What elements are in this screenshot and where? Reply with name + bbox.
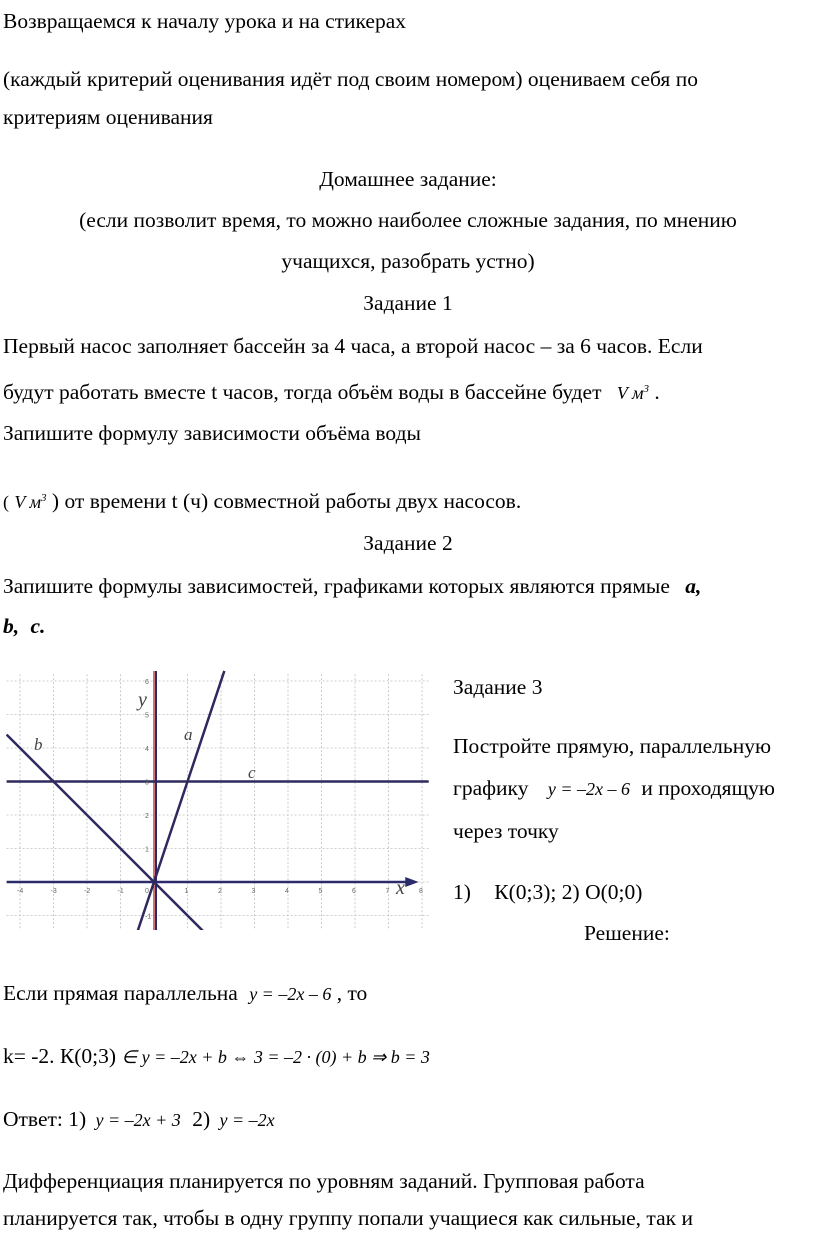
label-a: a, [685,574,702,598]
solution-heading: Решение: [584,921,670,945]
origin-label: 0 [145,888,149,895]
line-c-label: c [248,763,256,782]
task2-line-1 [3,573,701,599]
final-line-2: планируется так, чтобы в одну группу попали учащиеся как сильные, так и [3,1206,693,1230]
task3-item-text: К(0;3); 2) О(0;0) [494,880,643,904]
coordinate-graph [6,668,436,930]
y-tick-label: 2 [145,813,149,820]
task1-line-1: Первый насос заполняет бассейн за 4 часа, а второй насос – за 6 часов. Если [3,334,703,358]
intro-line-2: (каждый критерий оценивания идёт под своим номером) оцениваем себя по [3,67,698,91]
line-b-label: b [34,735,43,754]
solution-formula-2: ∈ y = –2x + b ⇔ 3 = –2 · (0) + b ⇒ b = 3 [121,1047,430,1067]
task3-item-num: 1) [453,880,471,904]
line-a-label: a [184,725,193,744]
task2-line-1-text: Запишите формулы зависимостей, графиками которых являются прямые [3,574,670,598]
task1-line-2-text: будут работать вместе t часов, тогда объём воды в бассейне будет [3,380,602,404]
intro-line-3: критериям оценивания [3,105,213,129]
answer-formula-2: y = –2x [219,1110,275,1130]
x-tick-label: 8 [419,888,423,895]
x-tick-label: -3 [50,888,57,895]
x-axis-arrow [405,877,418,887]
task1-line-3: Запишите формулу зависимости объёма воды [3,421,421,445]
solution-line-2 [3,1043,430,1070]
task3-item [453,879,642,905]
volume-formula-2: V $м^3$ [14,492,47,512]
intro-line-1: Возвращаемся к началу урока и на стикерах [3,9,407,33]
paren-open: ( [3,492,9,512]
task1-line-4-text: ) от времени t (ч) совместной работы двух насосов. [51,489,522,513]
homework-title: Домашнее задание: [319,167,497,191]
x-axis-label: x [396,877,405,899]
task3-line-2 [453,775,775,802]
task3-line-2-post: и проходящую [641,776,775,800]
y-tick-label: -1 [145,913,152,921]
task3-line-2-pre: графику [453,776,529,800]
task1-line-2 [3,376,660,406]
answer-mid: 2) [192,1107,211,1131]
volume-formula: V $м^3$ [616,383,650,403]
tick-labels [17,679,423,921]
final-line-1: Дифференциация планируется по уровням заданий. Групповая работа [3,1169,645,1193]
y-tick-label: 4 [145,746,149,753]
task2-title: Задание 2 [363,531,453,555]
label-c: c. [30,614,46,638]
x-tick-label: -2 [84,888,91,895]
answer-pre: Ответ: 1) [3,1107,87,1131]
x-tick-label: 4 [285,888,289,895]
task3-line-3: через точку [453,819,559,843]
x-tick-label: 3 [251,888,256,895]
homework-note-1: (если позволит время, то можно наиболее сложные задания, по мнению [79,208,737,232]
answer-formula-1: y = –2x + 3 [95,1110,181,1130]
homework-note-2: учащихся, разобрать устно) [281,249,535,273]
x-tick-label: 6 [352,888,356,895]
task1-title: Задание 1 [363,291,453,315]
task2-line-2 [3,613,45,639]
solution-formula-1: y = –2x – 6 [249,984,332,1004]
task3-line-1: Постройте прямую, параллельную [453,734,772,758]
given-line-formula: y = –2x – 6 [547,779,630,799]
line-a [137,671,224,930]
solution-line-1-pre: Если прямая параллельна [3,981,238,1005]
solution-line-1-post: , то [336,981,368,1005]
x-tick-label: 5 [318,888,323,895]
x-tick-label: 7 [385,888,390,895]
label-b: b, [3,614,20,638]
y-tick-label: 5 [145,712,149,720]
y-tick-label: 6 [145,679,149,686]
y-tick-label: 3 [145,779,149,787]
x-tick-label: -1 [117,888,124,895]
solution-line-1 [3,980,367,1007]
x-tick-label: 1 [184,888,189,895]
x-tick-label: -4 [17,888,24,895]
y-tick-label: 1 [145,846,149,854]
y-axis-label: y [138,689,147,711]
line-b [7,735,208,930]
x-tick-label: 2 [218,888,222,895]
task1-line-2-end: . [654,380,660,404]
task3-title: Задание 3 [453,675,543,699]
answer-line [3,1106,275,1133]
solution-line-2-pre: k= -2. К(0;3) [3,1044,117,1068]
task1-line-4 [3,485,521,515]
